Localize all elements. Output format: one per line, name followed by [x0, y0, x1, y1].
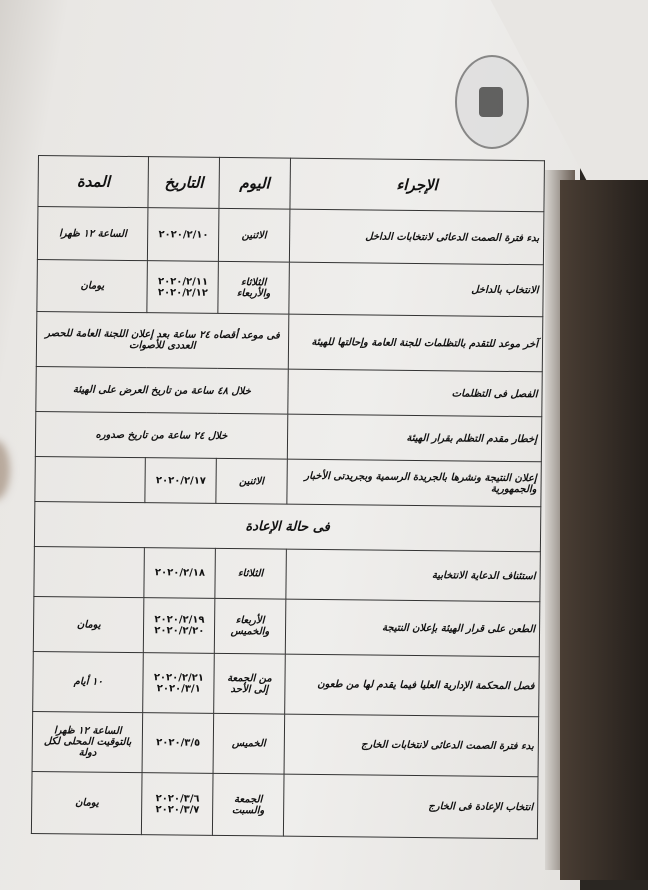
date-cell: ٢٠٢٠/٣/٥: [143, 713, 214, 774]
date-cell: ٢٠٢٠/٢/١١ ٢٠٢٠/٢/١٢: [147, 261, 218, 314]
duration-cell: الساعة ١٢ ظهرا بالتوقيت المحلى لكل دولة: [32, 711, 143, 772]
action-cell: إخطار مقدم التظلم بقرار الهيئة: [287, 414, 542, 462]
date-cell: ٢٠٢٠/٢/٢١ ٢٠٢٠/٣/١: [143, 653, 214, 714]
header-date: التاريخ: [148, 157, 219, 209]
table-row: [34, 546, 540, 601]
timing-cell: خلال ٤٨ ساعة من تاريخ العرض على الهيئة: [36, 366, 288, 414]
action-cell: فصل المحكمة الإدارية العليا فيما يقدم لها من طعون: [284, 654, 539, 717]
section-row: [34, 501, 540, 551]
table-row: [37, 207, 544, 265]
action-cell: الانتخاب بالداخل: [289, 262, 544, 317]
action-cell: بدء فترة الصمت الدعائى لانتخابات الخارج: [284, 714, 539, 777]
day-cell: الاثنين: [216, 458, 287, 504]
table-header-row: [38, 156, 545, 212]
duration-cell: يومان: [33, 596, 144, 652]
table-row: [37, 259, 544, 316]
table-row: [33, 596, 540, 656]
table-row: [32, 711, 539, 776]
table-row: [35, 411, 541, 461]
header-action: الإجراء: [290, 158, 545, 212]
duration-cell: يومان: [31, 771, 142, 834]
action-cell: بدء فترة الصمت الدعائى لانتخابات الداخل: [289, 209, 544, 265]
section-title: فى حالة الإعادة: [34, 501, 540, 551]
day-cell: الاثنين: [219, 208, 290, 262]
day-cell: الجمعة والسبت: [213, 773, 284, 836]
action-cell: انتخاب الإعادة فى الخارج: [283, 774, 538, 839]
day-cell: الثلاثاء والأربعاء: [218, 261, 289, 314]
day-cell: الأربعاء والخميس: [214, 598, 285, 654]
day-cell: الخميس: [213, 713, 284, 774]
date-cell: ٢٠٢٠/٣/٦ ٢٠٢٠/٣/٧: [142, 773, 213, 836]
duration-cell: يومان: [37, 259, 148, 312]
table-row: [36, 311, 543, 371]
duration-cell: [35, 456, 146, 502]
day-cell: من الجمعة إلى الأحد: [214, 653, 285, 714]
election-schedule-table: [31, 155, 545, 839]
table-row: [36, 366, 542, 416]
timing-cell: خلال ٢٤ ساعة من تاريخ صدوره: [35, 411, 287, 459]
action-cell: الفصل فى التظلمات: [287, 369, 542, 417]
date-cell: ٢٠٢٠/٢/١٧: [145, 458, 216, 504]
dark-background: [560, 180, 648, 880]
action-cell: الطعن على قرار الهيئة بإعلان النتيجة: [285, 599, 540, 657]
action-cell: آخر موعد للتقدم بالتظلمات للجنة العامة وإحالتها للهيئة: [288, 314, 543, 372]
duration-cell: ١٠ أيام: [33, 651, 144, 712]
action-cell: استئناف الدعاية الانتخابية: [286, 549, 541, 602]
table-row: [31, 771, 538, 838]
date-cell: ٢٠٢٠/٢/١٨: [144, 548, 215, 599]
table-row: [33, 651, 540, 716]
header-duration: المدة: [38, 156, 149, 208]
action-cell: إعلان النتيجة ونشرها بالجريدة الرسمية وبجريدتى الأخبار والجمهورية: [287, 459, 542, 507]
header-day: اليوم: [219, 157, 290, 209]
date-cell: ٢٠٢٠/٢/١٩ ٢٠٢٠/٢/٢٠: [144, 598, 215, 654]
timing-cell: فى موعد أقصاه ٢٤ ساعة بعد إعلان اللجنة العامة للحصر العددى للأصوات: [36, 311, 288, 369]
election-authority-logo: [455, 55, 529, 149]
duration-cell: [34, 546, 145, 597]
table-row: [35, 456, 541, 506]
eagle-emblem-icon: [479, 87, 503, 117]
day-cell: الثلاثاء: [215, 548, 286, 599]
duration-cell: الساعة ١٢ ظهرا: [37, 207, 148, 261]
date-cell: ٢٠٢٠/٢/١٠: [148, 208, 219, 262]
